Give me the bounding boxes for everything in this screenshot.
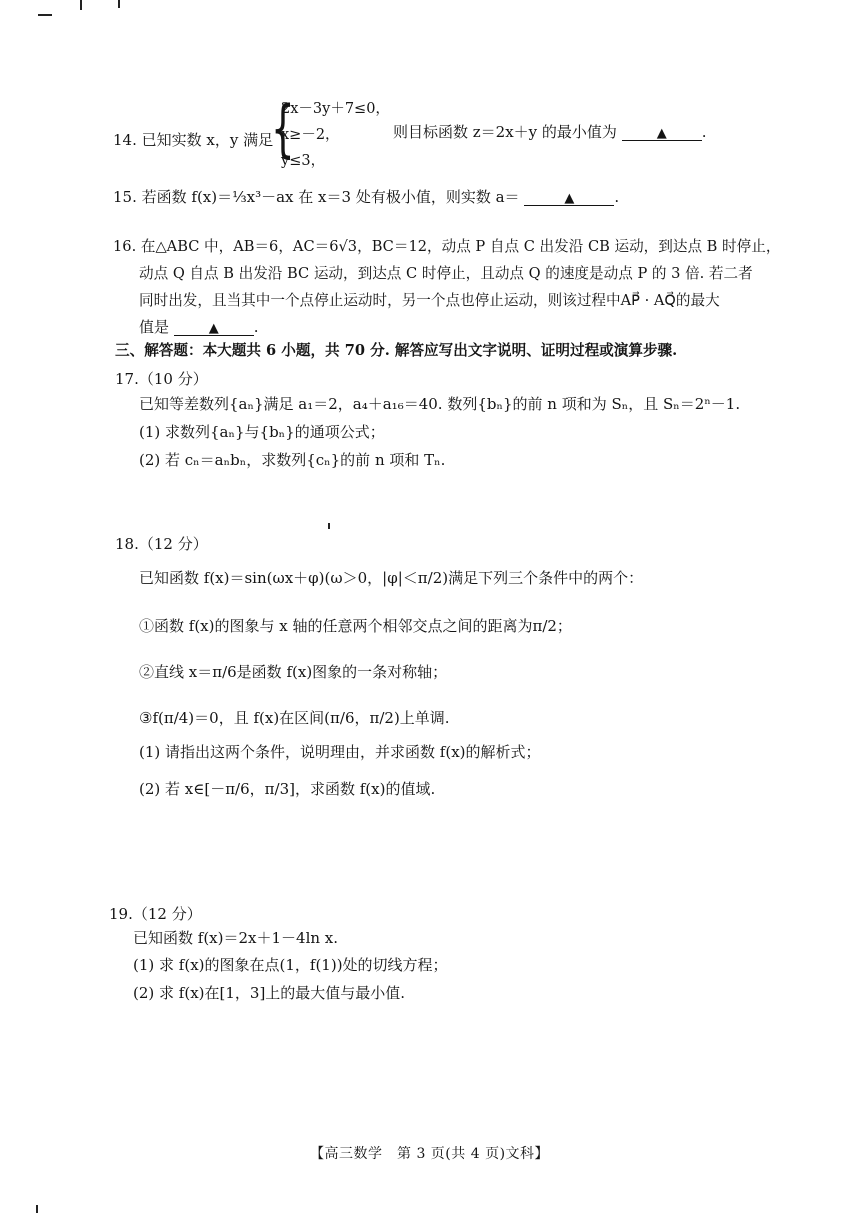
q19-line: (2) 求 f(x)在[1，3]上的最大值与最小值. <box>133 984 406 1002</box>
answer-triangle: ▲ <box>656 126 667 141</box>
q16-line: 同时出发，且当其中一个点停止运动时，另一个点也停止运动，则该过程中AP⃗ · AQ⃗的最大 <box>139 292 720 309</box>
question-15 <box>113 187 619 207</box>
q18-line: ①函数 f(x)的图象与 x 轴的任意两个相邻交点之间的距离为π/2； <box>139 617 572 635</box>
end-mark: . <box>614 188 620 206</box>
q17-line: (2) 若 cₙ＝aₙbₙ，求数列{cₙ}的前 n 项和 Tₙ. <box>139 451 446 469</box>
q19-line: 已知函数 f(x)＝2x＋1－4ln x. <box>133 929 339 947</box>
q18-line: (1) 请指出这两个条件，说明理由，并求函数 f(x)的解析式； <box>139 743 541 761</box>
q18-line: (2) 若 x∈[－π/6，π/3]，求函数 f(x)的值域. <box>139 780 436 798</box>
q18-line: 已知函数 f(x)＝sin(ωx＋φ)(ω＞0，|φ|＜π/2)满足下列三个条件中的两个： <box>139 569 644 587</box>
q16-last-prefix: 值是 <box>139 318 170 336</box>
q14-suffix-text: 则目标函数 z＝2x＋y 的最小值为 <box>393 123 617 141</box>
q19-header: 19.（12 分） <box>109 905 202 923</box>
q14-condition: 2x－3y＋7≤0， <box>281 101 390 117</box>
answer-blank <box>174 317 254 336</box>
q16-last-line <box>139 317 259 337</box>
q19-line: (1) 求 f(x)的图象在点(1，f(1))处的切线方程； <box>133 956 448 974</box>
q18-line: ③f(π/4)＝0，且 f(x)在区间(π/6，π/2)上单调. <box>139 709 450 727</box>
scan-mark <box>80 0 82 10</box>
q18-header: 18.（12 分） <box>115 535 208 553</box>
answer-blank <box>622 122 702 141</box>
scan-mark <box>328 523 330 529</box>
q16-line: 动点 Q 自点 B 出发沿 BC 运动，到达点 C 时停止，且动点 Q 的速度是动点 P 的 3 倍. 若二者 <box>139 265 753 282</box>
q14-prefix: 14. 已知实数 x，y 满足 <box>113 131 274 149</box>
section-3-header: 三、解答题：本大题共 6 小题，共 70 分. 解答应写出文字说明、证明过程或演算步骤. <box>115 342 678 359</box>
q16-line: 16. 在△ABC 中，AB＝6，AC＝6√3，BC＝12，动点 P 自点 C 出发沿 CB 运动，到达点 B 时停止， <box>113 238 781 255</box>
answer-triangle: ▲ <box>208 321 219 336</box>
brace-symbol: { <box>271 92 295 165</box>
scan-mark <box>36 1205 38 1213</box>
answer-triangle: ▲ <box>564 191 575 206</box>
q14-condition: y≤3， <box>281 153 326 169</box>
q17-line: 已知等差数列{aₙ}满足 a₁＝2，a₄＋a₁₆＝40. 数列{bₙ}的前 n 项和为 Sₙ，且 Sₙ＝2ⁿ－1. <box>139 395 741 413</box>
q17-header: 17.（10 分） <box>115 370 208 388</box>
q14-condition: x≥－2， <box>281 127 340 143</box>
scan-mark <box>118 0 120 8</box>
q14-conditions <box>281 96 390 174</box>
page-footer: 【高三数学 第 3 页(共 4 页)文科】 <box>310 1146 550 1162</box>
q15-text: 15. 若函数 f(x)＝⅓x³－ax 在 x＝3 处有极小值，则实数 a＝ <box>113 188 520 206</box>
answer-blank <box>524 187 614 206</box>
end-mark: . <box>253 318 259 336</box>
scan-mark <box>38 14 52 16</box>
q18-line: ②直线 x＝π/6是函数 f(x)图象的一条对称轴； <box>139 663 448 681</box>
end-mark: . <box>701 123 707 141</box>
q17-line: (1) 求数列{aₙ}与{bₙ}的通项公式； <box>139 423 385 441</box>
q14-suffix <box>393 122 706 142</box>
